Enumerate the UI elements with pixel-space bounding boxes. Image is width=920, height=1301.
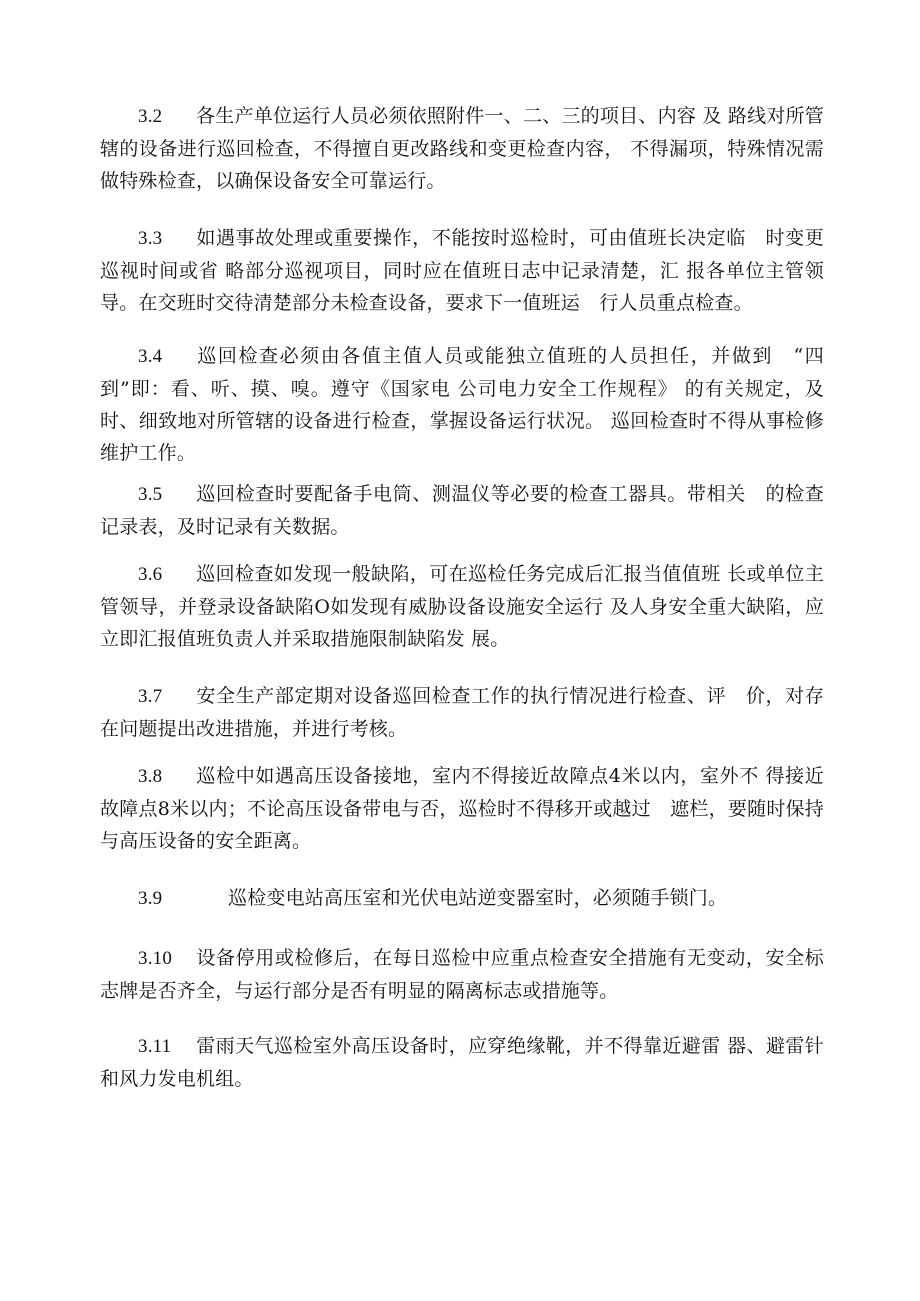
- clause-number: 3.7: [138, 686, 163, 707]
- clause-number: 3.2: [138, 106, 163, 127]
- clause-number: 3.9: [138, 888, 163, 909]
- clause-number: 3.8: [138, 766, 163, 787]
- clause-text: 巡回检查如发现一般缺陷，可在巡检任务完成后汇报当值值班 长或单位主管领导，并登录设备缺陷O如发现有威胁设备设施安全运行 及人身安全重大缺陷，应立即汇报值班负责人并采取措施限制缺陷发 展。: [100, 563, 824, 650]
- clause-3-5: [100, 478, 824, 543]
- clause-number: 3.10: [138, 948, 173, 969]
- clause-number: 3.11: [138, 1036, 172, 1057]
- clause-text: 巡检中如遇高压设备接地，室内不得接近故障点4米以内，室外不 得接近故障点8米以内；不论高压设备带电与否，巡检时不得移开或越过 遮栏，要随时保持与高压设备的安全距离。: [100, 765, 824, 852]
- clause-text: 安全生产部定期对设备巡回检查工作的执行情况进行检查、评 价，对存在问题提出改进措施，并进行考核。: [100, 685, 824, 740]
- clause-text: 巡回检查时要配备手电筒、测温仪等必要的检查工器具。带相关 的检查记录表，及时记录有关数据。: [100, 483, 824, 538]
- clause-3-8: [100, 760, 824, 857]
- clause-3-4: [100, 340, 824, 469]
- clause-text: 巡回检查必须由各值主值人员或能独立值班的人员担任，并做到 “四到”即：看、听、摸、嗅。遵守《国家电 公司电力安全工作规程》 的有关规定，及时、细致地对所管辖的设备进行检查，掌握设备运行状况。 巡回检查时不得从事检修维护工作。: [100, 345, 824, 464]
- clause-3-11: [100, 1030, 824, 1095]
- clause-text: 如遇事故处理或重要操作，不能按时巡检时，可由值班长决定临 时变更巡视时间或省 略部分巡视项目，同时应在值班日志中记录清楚，汇 报各单位主管领导。在交班时交待清楚部分未检查设备，要求下一值班运 行人员重点检查。: [100, 227, 824, 314]
- clause-number: 3.5: [138, 484, 163, 505]
- clause-3-6: [100, 558, 824, 655]
- clause-3-10: [100, 942, 824, 1007]
- clause-3-7: [100, 680, 824, 745]
- clause-3-3: [100, 222, 824, 319]
- clause-text: 巡检变电站高压室和光伏电站逆变器室时，必须随手锁门。: [228, 887, 728, 909]
- clause-3-9: [100, 882, 824, 915]
- clause-number: 3.4: [138, 346, 163, 367]
- clause-text: 雷雨天气巡检室外高压设备时，应穿绝缘靴，并不得靠近避雷 器、避雷针和风力发电机组。: [100, 1035, 824, 1090]
- clause-number: 3.3: [138, 228, 163, 249]
- clause-3-2: [100, 100, 824, 197]
- clause-text: 各生产单位运行人员必须依照附件一、二、三的项目、内容 及 路线对所管辖的设备进行巡回检查，不得擅自更改路线和变更检查内容， 不得漏项，特殊情况需做特殊检查，以确保设备安全可靠运行。: [100, 105, 824, 192]
- clause-text: 设备停用或检修后，在每日巡检中应重点检查安全措施有无变动，安全标志牌是否齐全，与运行部分是否有明显的隔离标志或措施等。: [100, 947, 824, 1002]
- clause-number: 3.6: [138, 564, 163, 585]
